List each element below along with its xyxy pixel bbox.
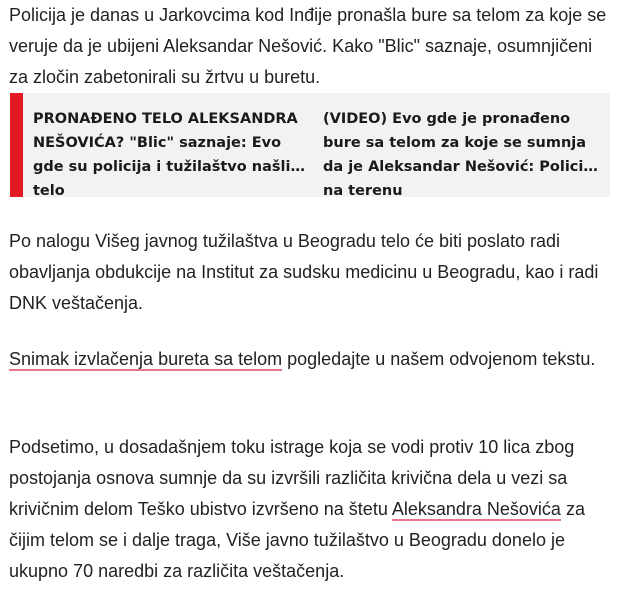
victim-name-link[interactable]: Aleksandra Nešovića (391, 499, 561, 519)
paragraph-autopsy: Po nalogu Višeg javnog tužilaštva u Beogradu telo će biti poslato radi obavljanja obdukcije na Institut za sudsku medicinu u Beogradu, kao i radi DNK veštačenja. (9, 231, 599, 313)
paragraph-intro: Policija je danas u Jarkovcima kod Inđije pronašla bure sa telom za koje se veruje da je ubijeni Aleksandar Nešović. Kako "Blic" saznaje, osumnjičeni za zločin zabetonirali su žrtvu u buretu. (9, 5, 607, 87)
related-articles-box (10, 93, 610, 197)
related-accent-bar (10, 93, 23, 197)
related-article-link-2[interactable]: (VIDEO) Evo gde je pronađeno bure sa telom za koje se sumnja da je Aleksandar Nešović: Policija na terenu (323, 111, 599, 197)
paragraph-reminder-text-after: za čijim telom se i dalje traga, Više javno tužilaštvo u Beogradu donelo je ukupno 70 naredbi za različita veštačenja. (9, 499, 585, 581)
video-article-link[interactable]: Snimak izvlačenja bureta sa telom (9, 349, 283, 369)
paragraph-video (9, 344, 613, 375)
paragraph-video-text: pogledajte u našem odvojenom tekstu. (282, 349, 596, 369)
paragraph-reminder-text-before: Podsetimo, u dosadašnjem toku istrage koja se vodi protiv 10 lica zbog postojanja osnova sumnje da su izvršili različita krivična dela u vezi sa krivičnim delom Teško ubistvo izvršeno na štetu (9, 437, 575, 519)
related-article-link-1[interactable]: PRONAĐENO TELO ALEKSANDRA NEŠOVIĆA? "Blic" saznaje: Evo gde su policija i tužilaštvo našli telo (33, 111, 298, 197)
paragraph-reminder (9, 432, 613, 587)
